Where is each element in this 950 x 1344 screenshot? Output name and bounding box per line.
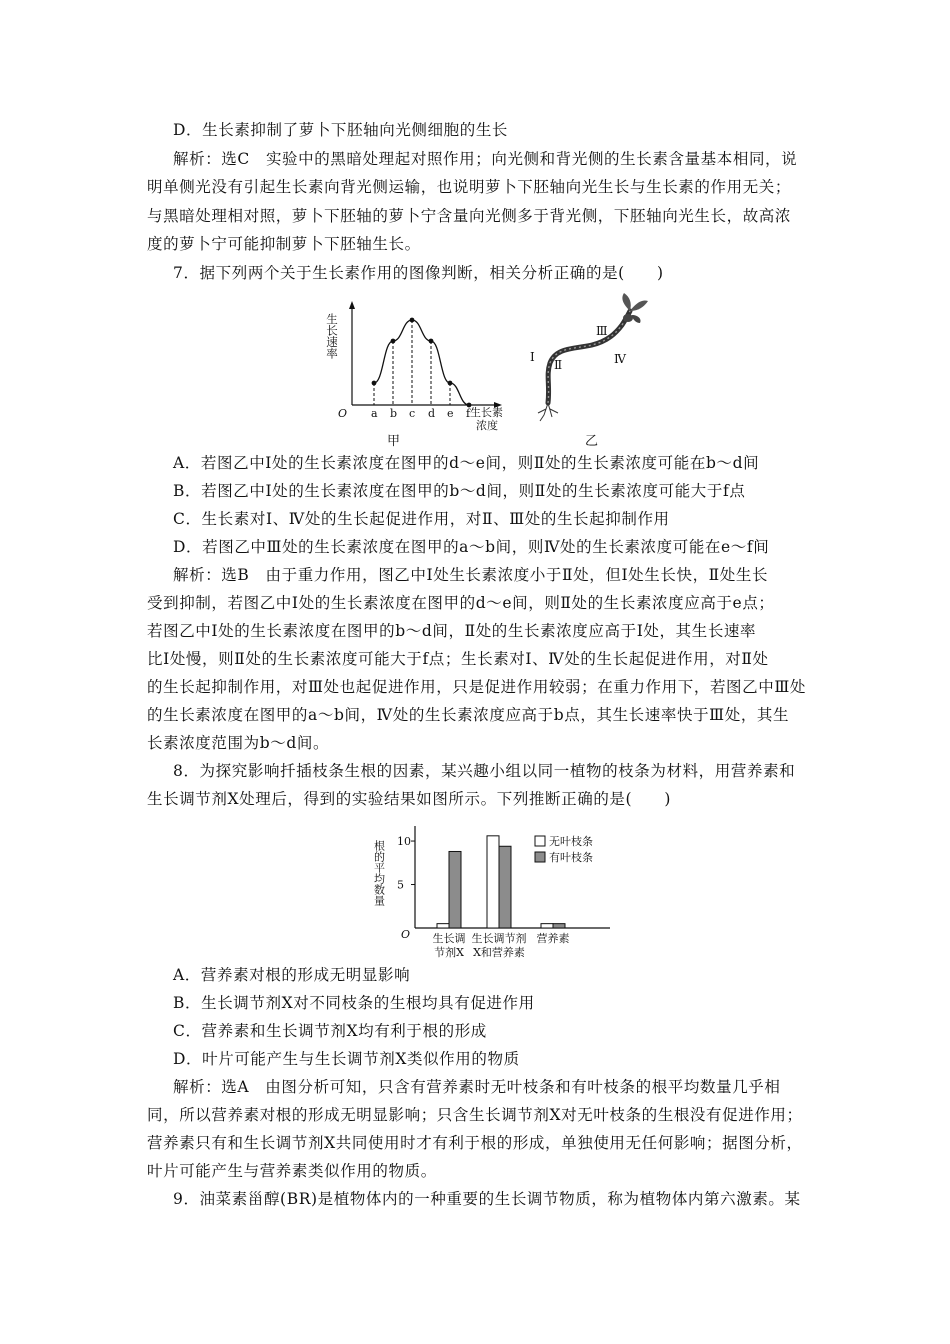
figure-yi-caption: 乙 <box>585 434 599 449</box>
q8-analysis-line: 叶片可能产生与营养素类似作用的物质。 <box>147 1162 437 1180</box>
bar-leaf-1 <box>499 846 511 928</box>
q6-analysis-line: 与黑暗处理相对照，萝卜下胚轴的萝卜宁含量向光侧多于背光侧，下胚轴向光生长，故高浓 <box>147 207 792 225</box>
x-tick-b: b <box>390 407 398 420</box>
x-tick-d: d <box>428 407 436 420</box>
x-axis-label-line2: 浓度 <box>476 419 498 432</box>
figure-jia-caption: 甲 <box>387 434 401 449</box>
curve-point-e <box>448 381 453 386</box>
seedling-root <box>538 403 558 421</box>
legend-swatch-no-leaf <box>535 836 545 846</box>
q7-analysis-line: 的生长素浓度在图甲的a～b间，Ⅳ处的生长素浓度应高于b点，其生长速率快于Ⅲ处，其生 <box>147 706 790 724</box>
q8-analysis-line: 营养素只有和生长调节剂X共同使用时才有利于根的形成，单独使用无任何影响；据图分析， <box>147 1134 803 1152</box>
figure-jia-growth-curve <box>320 295 510 445</box>
q8-stem-line: 8．为探究影响扦插枝条生根的因素，某兴趣小组以同一植物的枝条为材料，用营养素和 <box>173 762 796 780</box>
bar-leaf-2 <box>553 924 565 928</box>
q8-analysis-line: 解析：选A 由图分析可知，只含有营养素时无叶枝条和有叶枝条的根平均数量几乎相 <box>173 1078 781 1096</box>
q8-option-a: A．营养素对根的形成无明显影响 <box>173 966 411 984</box>
x-axis-label-line1: 生长素 <box>470 406 503 419</box>
y-tick-label-5: 5 <box>397 878 404 892</box>
figure-bar-chart <box>365 818 625 963</box>
q8-option-c: C．营养素和生长调节剂X均有利于根的形成 <box>173 1022 487 1040</box>
seedling-leaf-right <box>630 300 648 311</box>
q7-option-a: A．若图乙中Ⅰ处的生长素浓度在图甲的d～e间，则Ⅱ处的生长素浓度可能在b～d间 <box>173 454 760 472</box>
label-I: Ⅰ <box>530 350 535 364</box>
x-tick-e: e <box>447 407 454 420</box>
q7-analysis-line: 比Ⅰ处慢，则Ⅱ处的生长素浓度可能大于f点；生长素对Ⅰ、Ⅳ处的生长起促进作用，对Ⅱ处 <box>147 650 769 668</box>
x-category-label-0: 生长调 <box>432 932 466 945</box>
curve-point-c <box>410 318 415 323</box>
q6-analysis-line: 明单侧光没有引起生长素向背光侧运输，也说明萝卜下胚轴向光生长与生长素的作用无关； <box>147 178 792 196</box>
q8-stem-line: 生长调节剂X处理后，得到的实验结果如图所示。下列推断正确的是( ) <box>147 790 672 808</box>
q8-option-d: D．叶片可能产生与生长调节剂X类似作用的物质 <box>173 1050 520 1068</box>
label-II: Ⅱ <box>554 358 563 372</box>
legend-label-leaf: 有叶枝条 <box>549 851 593 864</box>
bar-leaf-0 <box>449 851 461 928</box>
q7-analysis-line: 若图乙中Ⅰ处的生长素浓度在图甲的b～d间，Ⅱ处的生长素浓度应高于Ⅰ处，其生长速率 <box>147 622 757 640</box>
x-category-label-2: 营养素 <box>536 932 570 945</box>
y-axis-label: 根的平均数量 <box>372 840 386 906</box>
q7-analysis-line: 长素浓度范围为b～d间。 <box>147 734 330 752</box>
q7-option-b: B．若图乙中Ⅰ处的生长素浓度在图甲的b～d间，则Ⅱ处的生长素浓度可能大于f点 <box>173 482 746 500</box>
q8-analysis-line: 同，所以营养素对根的形成无明显影响；只含生长调节剂X对无叶枝条的生根没有促进作用； <box>147 1106 803 1124</box>
q7-analysis-line: 受到抑制，若图乙中Ⅰ处的生长素浓度在图甲的d～e间，则Ⅱ处的生长素浓度应高于e点； <box>147 594 775 612</box>
seedling-cotyledon-2 <box>632 315 641 323</box>
x-category-label-1: 生长调节剂 <box>471 932 527 945</box>
seedling-leaf-left <box>622 293 630 311</box>
label-IV: Ⅳ <box>614 352 626 366</box>
q7-analysis-line: 的生长起抑制作用，对Ⅲ处也起促进作用，只是促进作用较弱；在重力作用下，若图乙中Ⅲ处 <box>147 678 806 696</box>
q7-option-d: D．若图乙中Ⅲ处的生长素浓度在图甲的a～b间，则Ⅳ处的生长素浓度可能在e～f间 <box>173 538 770 556</box>
bar-no-leaf-0 <box>437 924 449 928</box>
growth-curve <box>374 320 469 405</box>
origin-label: O <box>338 407 348 420</box>
x-category-label-1: X和营养素 <box>473 946 525 959</box>
curve-point-a <box>372 381 377 386</box>
q6-option-d: D．生长素抑制了萝卜下胚轴向光侧细胞的生长 <box>173 121 509 139</box>
bar-no-leaf-1 <box>487 836 499 928</box>
curve-point-d <box>429 339 434 344</box>
y-axis-arrow <box>349 301 355 309</box>
q6-analysis-line: 解析：选C 实验中的黑暗处理起对照作用；向光侧和背光侧的生长素含量基本相同，说 <box>173 150 798 168</box>
legend-swatch-leaf <box>535 852 545 862</box>
y-tick-label-10: 10 <box>397 835 411 849</box>
seedling-cotyledon <box>623 314 633 322</box>
bar-no-leaf-2 <box>541 924 553 928</box>
legend-label-no-leaf: 无叶枝条 <box>549 835 593 848</box>
q9-stem: 9．油菜素甾醇(BR)是植物体内的一种重要的生长调节物质，称为植物体内第六激素。某 <box>173 1190 801 1208</box>
q7-stem: 7．据下列两个关于生长素作用的图像判断，相关分析正确的是( ) <box>173 264 664 282</box>
y-axis-label-1: 生长速率 <box>325 313 339 359</box>
curve-point-b <box>391 339 396 344</box>
x-tick-a: a <box>371 407 378 420</box>
origin-label: O <box>401 928 411 941</box>
q8-option-b: B．生长调节剂X对不同枝条的生根均具有促进作用 <box>173 994 535 1012</box>
x-tick-c: c <box>409 407 416 420</box>
x-category-label-0: 节剂X <box>434 946 464 959</box>
x-tick-f: f <box>466 407 471 420</box>
q7-analysis-line: 解析：选B 由于重力作用，图乙中Ⅰ处生长素浓度小于Ⅱ处，但Ⅰ处生长快，Ⅱ处生长 <box>173 566 769 584</box>
label-III: Ⅲ <box>596 324 608 338</box>
figure-yi-seedling <box>520 285 660 425</box>
q6-analysis-line: 度的萝卜宁可能抑制萝卜下胚轴生长。 <box>147 235 421 253</box>
q7-option-c: C．生长素对Ⅰ、Ⅳ处的生长起促进作用，对Ⅱ、Ⅲ处的生长起抑制作用 <box>173 510 670 528</box>
